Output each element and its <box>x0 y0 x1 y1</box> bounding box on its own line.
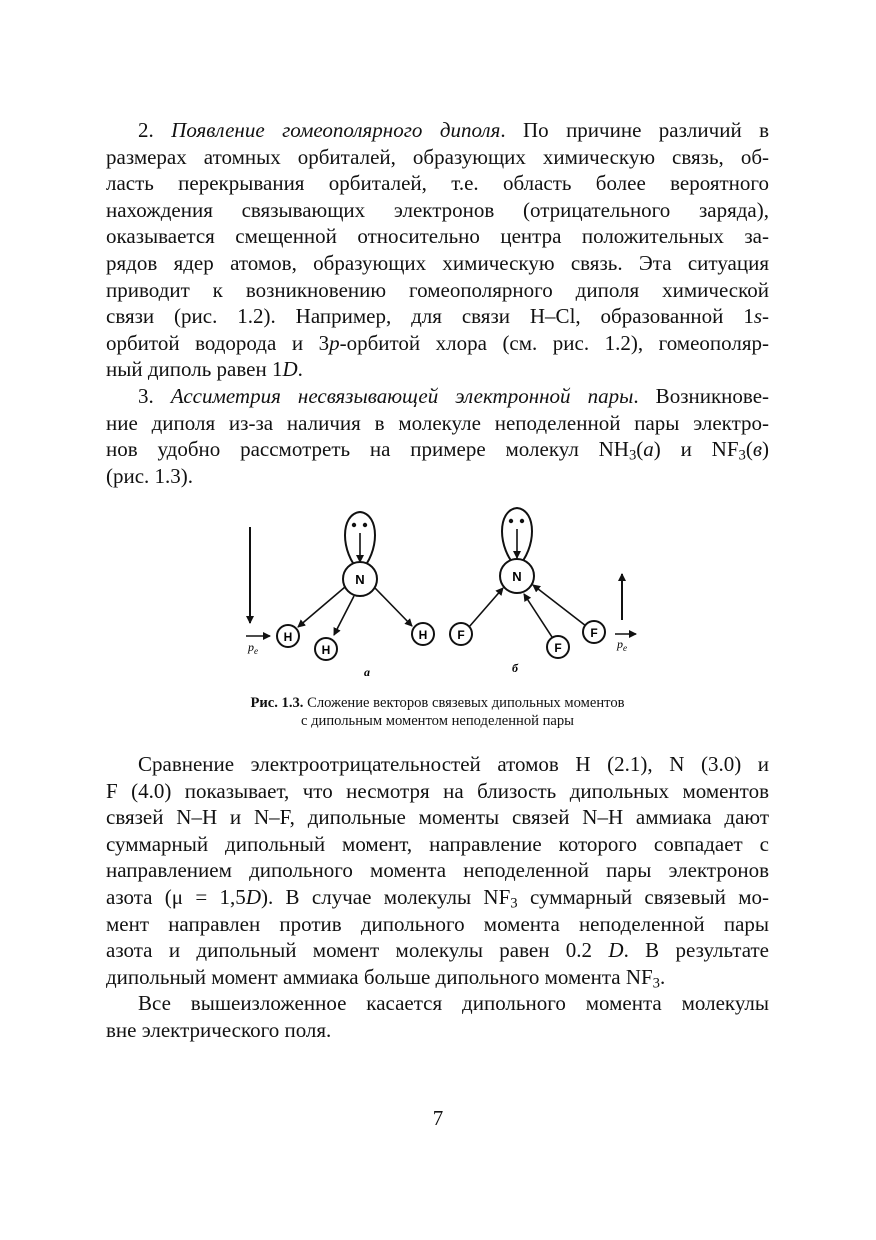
bond-dipole-arrow <box>375 588 412 626</box>
text-line: связи (рис. 1.2). Например, для связи H–Cl, образованной 1s- <box>106 304 769 329</box>
text-line: мент направлен против дипольного момента неподеленной пары <box>106 911 769 936</box>
text-line: F (4.0) показывает, что несмотря на близость дипольных моментов <box>106 778 769 803</box>
atom-label: N <box>355 572 365 587</box>
text-line: дипольный момент аммиака больше дипольного момента $NF_3$. <box>106 964 666 992</box>
text-line: Сравнение электроотрицательностей атомов H (2.1), N (3.0) и <box>138 752 769 776</box>
nf3-molecule <box>450 508 636 675</box>
text-line: ный диполь равен 1D. <box>106 357 303 382</box>
subfigure-label-b: б <box>512 661 518 675</box>
text-line: вне электрического поля. <box>106 1017 332 1042</box>
text-line: оказывается смещенной относительно центра положительных за- <box>106 224 769 249</box>
dipole-symbol: $p_e$ <box>248 640 258 656</box>
bond-dipole-arrow <box>298 587 345 627</box>
text-line: суммарный дипольный момент, направление которого совпадает с <box>106 831 769 856</box>
text-line: (рис. 1.3). <box>106 463 194 488</box>
text-line: направлением дипольного момента неподеленной пары электронов <box>106 858 769 883</box>
text-line: ние диполя из-за наличия в молекуле неподеленной пары электро- <box>106 410 769 435</box>
text-line: 3. Ассиметрия несвязывающей электронной пары. Возникнове- <box>138 384 770 408</box>
nh3-molecule <box>246 512 434 679</box>
atom-label: N <box>512 569 522 584</box>
text-line: приводит к возникновению гомеополярного диполя химической <box>106 277 769 302</box>
text-line: рядов ядер атомов, образующих химическую связь. Эта ситуация <box>106 250 769 275</box>
paragraph-conclusion <box>106 990 769 1043</box>
caption-label: Рис. 1.3. <box>250 695 304 711</box>
text-line: 2. Появление гомеополярного диполя. По причине различий в <box>138 118 769 142</box>
text-line: орбитой водорода и 3p-орбитой хлора (см. рис. 1.2), гомеополяр- <box>106 330 770 355</box>
paragraph-lone-pair-asymmetry <box>106 383 769 489</box>
text-line: связей N–H и N–F, дипольные моменты связей N–H аммиака дают <box>106 805 769 830</box>
bond-dipole-arrow <box>334 596 354 635</box>
text-line: Все вышеизложенное касается дипольного момента молекулы <box>138 991 769 1015</box>
text-line: азота и дипольный момент молекулы равен 0.2 D. В результате <box>106 938 769 963</box>
atom-label: H <box>418 628 428 642</box>
figure-caption <box>206 694 669 730</box>
lone-pair-electron <box>352 523 356 527</box>
caption-text-line1: Сложение векторов связевых дипольных моментов <box>303 695 625 711</box>
text-line: ласть перекрывания орбиталей, т.е. область более вероятного <box>106 171 769 196</box>
text-line: нов удобно рассмотреть на примере молекул $NH_3(а)$ и $NF_3(в)$ <box>106 437 769 464</box>
text-line: нахождения связывающих электронов (отрицательного заряда), <box>106 197 769 222</box>
atom-label: F <box>457 628 465 642</box>
atom-label: F <box>590 626 598 640</box>
atom-label: H <box>321 643 331 657</box>
subfigure-label-a: а <box>364 665 370 679</box>
paragraph-homeopolar-dipole <box>106 117 769 383</box>
lone-pair-electron <box>509 519 513 523</box>
atom-label: F <box>554 641 562 655</box>
paragraph-electronegativity-comparison <box>106 751 769 990</box>
text-line: размерах атомных орбиталей, образующих химическую связь, об- <box>106 144 769 169</box>
figure-1-3-dipole-diagram <box>236 500 656 685</box>
caption-text-line2: с дипольным моментом неподеленной пары <box>301 713 574 729</box>
dipole-symbol: $p_e$ <box>617 637 627 653</box>
lone-pair-electron <box>363 523 367 527</box>
text-line: азота (μ = 1,5D). В случае молекулы $NF_3$ суммарный связевый мо- <box>106 884 769 912</box>
atom-label: H <box>283 630 293 644</box>
bond-dipole-arrow <box>524 594 552 637</box>
lone-pair-electron <box>520 519 524 523</box>
page-number: 7 <box>432 1106 444 1130</box>
bond-dipole-arrow <box>469 588 503 627</box>
